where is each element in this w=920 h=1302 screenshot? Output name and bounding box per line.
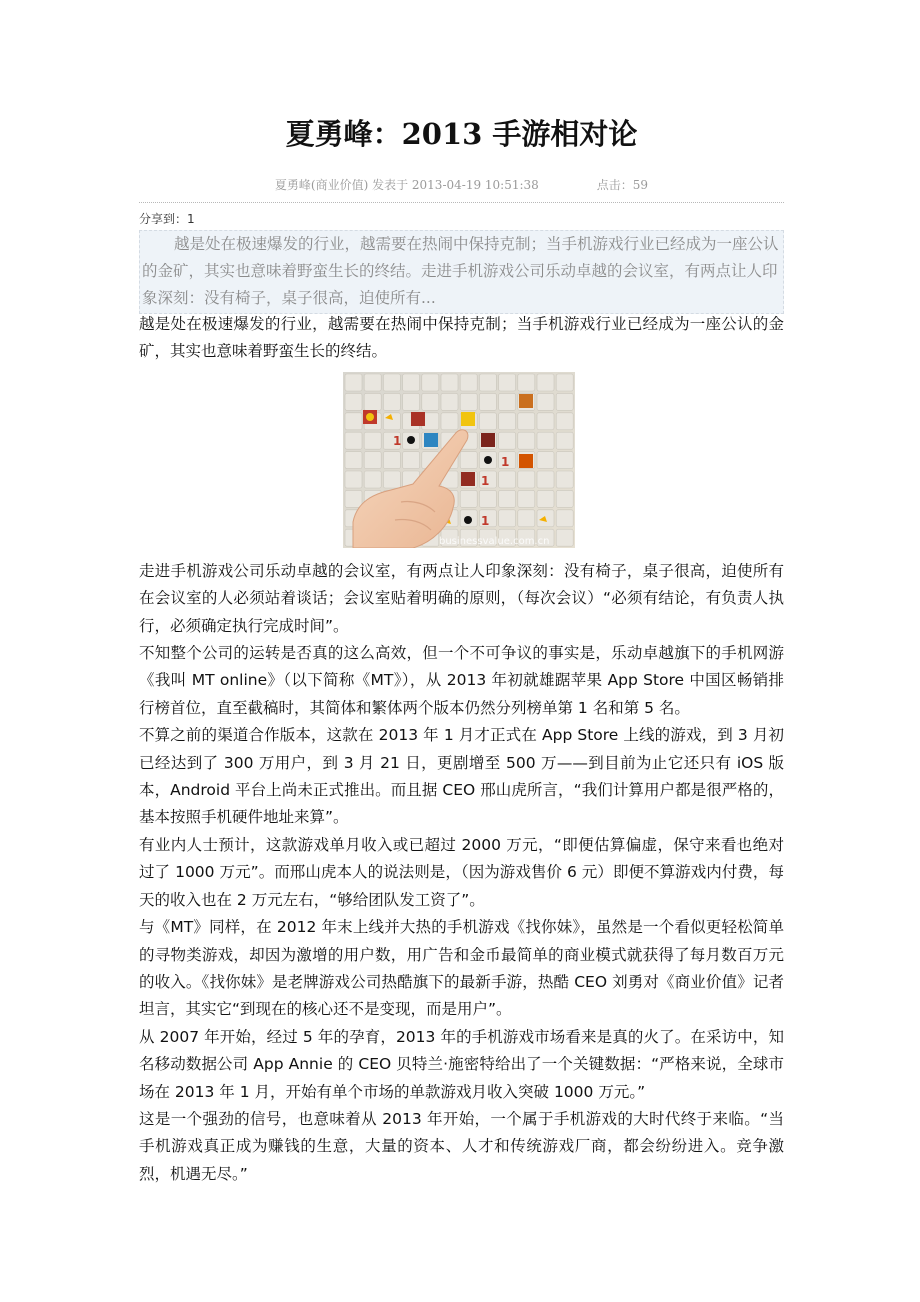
article-meta	[139, 176, 784, 193]
grid-tile	[403, 374, 420, 391]
grid-tile	[518, 471, 535, 488]
grid-tile	[460, 451, 477, 468]
svg-text:1: 1	[481, 513, 490, 528]
grid-tile	[383, 471, 400, 488]
share-link[interactable]: 分享到：1	[139, 212, 195, 226]
image-watermark: businessvalue.com.cn	[439, 535, 550, 547]
grid-tile	[345, 413, 362, 430]
grid-tile	[537, 413, 554, 430]
svg-text:1: 1	[393, 433, 402, 448]
grid-tile	[499, 413, 516, 430]
grid-tile	[556, 413, 573, 430]
grid-tile	[383, 393, 400, 410]
grid-tile	[364, 393, 381, 410]
paragraph: 走进手机游戏公司乐动卓越的会议室，有两点让人印象深刻：没有椅子，桌子很高，迫使所有在会议室的人必须站着谈话；会议室贴着明确的原则，（每次会议）“必须有结论，有负责人执行，必须确定执行完成时间”。	[139, 561, 784, 635]
grid-tile	[556, 374, 573, 391]
paragraph: 这是一个强劲的信号，也意味着从 2013 年开始，一个属于手机游戏的大时代终于来临。“当手机游戏真正成为赚钱的生意，大量的资本、人才和传统游戏厂商，都会纷纷进入。竞争激烈，机遇无尽。”	[139, 1109, 784, 1183]
grid-tile	[537, 374, 554, 391]
grid-tile	[441, 393, 458, 410]
grid-tile	[479, 490, 496, 507]
byline: 夏勇峰(商业价值) 发表于 2013-04-19 10:51:38	[274, 178, 539, 192]
article-title: 夏勇峰：2013 手游相对论	[285, 117, 638, 151]
grid-tile	[556, 510, 573, 527]
grid-tile	[364, 432, 381, 449]
grid-tile	[479, 374, 496, 391]
summary-text: 越是处在极速爆发的行业，越需要在热闹中保持克制；当手机游戏行业已经成为一座公认的金矿，其实也意味着野蛮生长的终结。走进手机游戏公司乐动卓越的会议室，有两点让人印象深刻：没有椅子，桌子很高，迫使所有...	[142, 235, 779, 307]
grid-tile	[537, 432, 554, 449]
grid-tile	[383, 451, 400, 468]
grid-tile	[499, 471, 516, 488]
grid-tile	[556, 432, 573, 449]
grid-tile	[460, 374, 477, 391]
article-body	[139, 311, 784, 1188]
grid-tile	[518, 413, 535, 430]
game-grid-illustration	[343, 372, 575, 548]
grid-tile	[499, 374, 516, 391]
grid-tile	[499, 393, 516, 410]
grid-tile	[345, 393, 362, 410]
grid-tile	[403, 451, 420, 468]
grid-tile	[556, 529, 573, 546]
grid-tile	[345, 471, 362, 488]
paragraph: 不算之前的渠道合作版本，这款在 2013 年 1 月才正式在 App Store 上线的游戏，到 3 月初已经达到了 300 万用户，到 3 月 21 日，更剧增至 500 万——到目前为止它还只有 iOS 版本，Android 平台上尚未正式推出。而且据 CEO 邢山虎所言，“我们计算用户都是很严格的，基本按照手机硬件地址来算”。	[139, 726, 784, 827]
click-count: 点击：59	[596, 178, 649, 192]
grid-tile	[383, 413, 400, 430]
paragraph: 从 2007 年开始，经过 5 年的孕育，2013 年的手机游戏市场看来是真的火了。在采访中，知名移动数据公司 App Annie 的 CEO 贝特兰·施密特给出了一个关键数据：“严格来说，全球市场在 2013 年 1 月，开始有单个市场的单款游戏月收入突破 1000 万元。”	[139, 1027, 784, 1101]
grid-tile	[537, 471, 554, 488]
grid-tile	[403, 393, 420, 410]
grid-tile	[518, 432, 535, 449]
grid-tile	[460, 490, 477, 507]
grid-tile	[499, 510, 516, 527]
svg-text:1: 1	[481, 473, 490, 488]
grid-tile	[345, 490, 362, 507]
grid-tile	[499, 490, 516, 507]
grid-tile	[518, 490, 535, 507]
grid-tile	[556, 471, 573, 488]
grid-tile	[364, 374, 381, 391]
grid-tile	[556, 451, 573, 468]
grid-tile	[537, 393, 554, 410]
grid-tile	[479, 393, 496, 410]
grid-tile	[345, 432, 362, 449]
grid-tile	[441, 374, 458, 391]
grid-tile	[537, 490, 554, 507]
grid-tile	[537, 451, 554, 468]
grid-tile	[518, 374, 535, 391]
grid-tile	[364, 451, 381, 468]
grid-tile	[556, 490, 573, 507]
grid-tile	[460, 393, 477, 410]
grid-tile	[556, 393, 573, 410]
grid-tile	[345, 374, 362, 391]
svg-text:1: 1	[501, 454, 510, 469]
divider	[139, 202, 784, 203]
grid-tile	[479, 413, 496, 430]
paragraph: 与《MT》同样，在 2012 年末上线并大热的手机游戏《找你妹》，虽然是一个看似更轻松简单的寻物类游戏，却因为激增的用户数，用广告和金币最简单的商业模式就获得了每月数百万元的收入。《找你妹》是老牌游戏公司热酷旗下的最新手游，热酷 CEO 刘勇对《商业价值》记者坦言，其实它“到现在的核心还不是变现，而是用户”。	[139, 918, 784, 1019]
paragraph: 越是处在极速爆发的行业，越需要在热闹中保持克制；当手机游戏行业已经成为一座公认的金矿，其实也意味着野蛮生长的终结。	[139, 315, 784, 361]
article-image	[343, 372, 575, 548]
article-summary	[139, 230, 784, 314]
grid-tile	[422, 393, 439, 410]
grid-tile	[518, 510, 535, 527]
grid-tile	[441, 413, 458, 430]
grid-tile	[364, 471, 381, 488]
grid-tile	[499, 432, 516, 449]
paragraph: 不知整个公司的运转是否真的这么高效，但一个不可争议的事实是，乐动卓越旗下的手机网游《我叫 MT online》（以下简称《MT》），从 2013 年初就雄踞苹果 App Store 中国区畅销排行榜首位，直至截稿时，其简体和繁体两个版本仍然分列榜单第 1 名和第 5 名。	[139, 644, 784, 717]
grid-tile	[422, 374, 439, 391]
paragraph: 有业内人士预计，这款游戏单月收入或已超过 2000 万元，“即便估算偏虚，保守来看也绝对过了 1000 万元”。而邢山虎本人的说法则是，（因为游戏售价 6 元）即便不算游戏内付费，每天的收入也在 2 万元左右，“够给团队发工资了”。	[139, 835, 784, 909]
grid-tile	[345, 451, 362, 468]
grid-tile	[383, 374, 400, 391]
